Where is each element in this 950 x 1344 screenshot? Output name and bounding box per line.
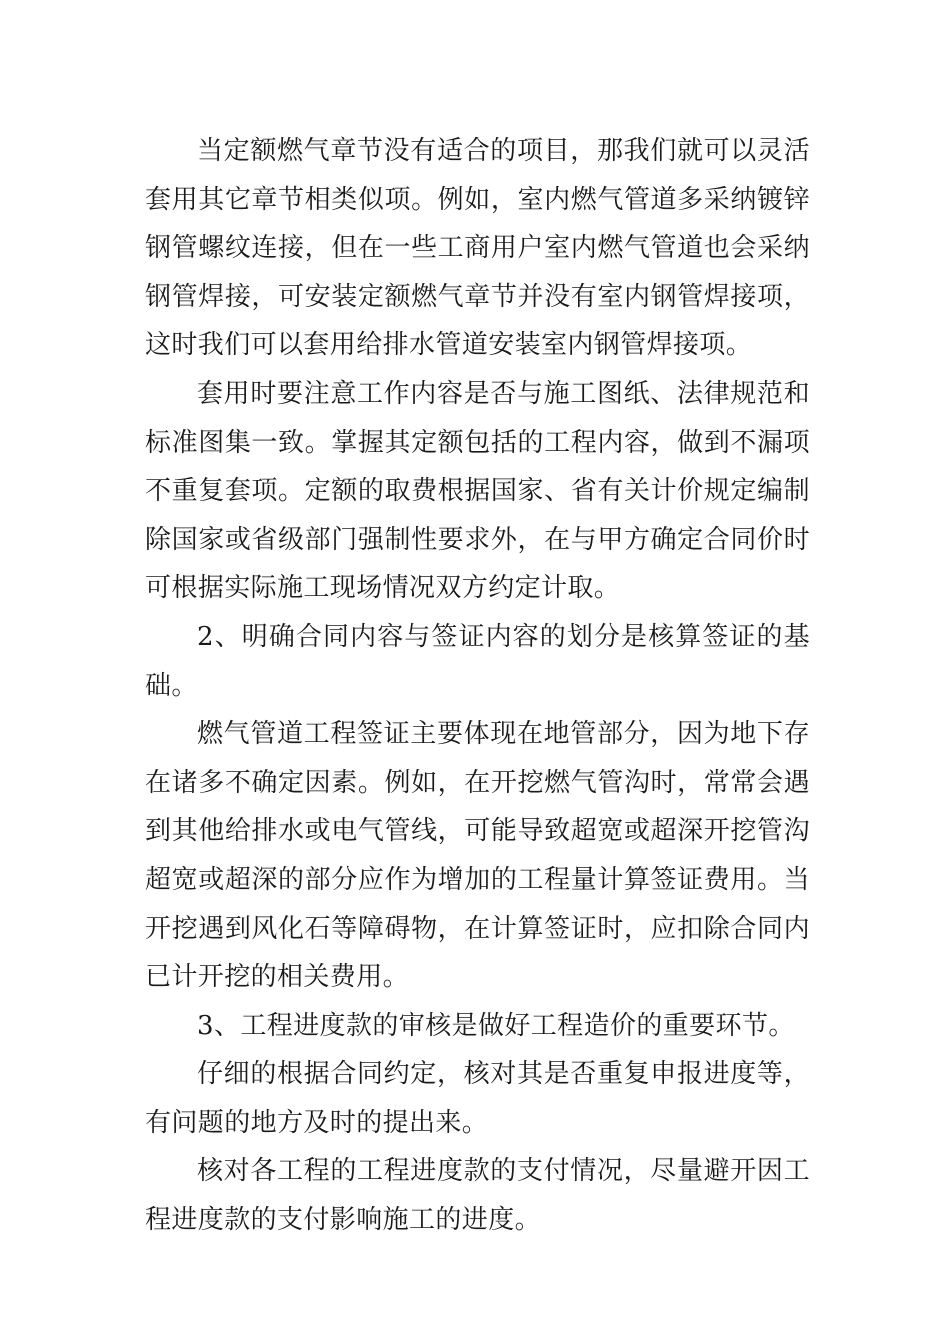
paragraph-quota-notes: 套用时要注意工作内容是否与施工图纸、法律规范和标准图集一致。掌握其定额包括的工程内容，做到不漏项不重复套项。定额的取费根据国家、省有关计价规定编制除国家或省级部门强制性要求外，在与甲方确定合同价时可根据实际施工现场情况双方约定计取。 — [145, 378, 810, 604]
heading-progress-payment-review: 3、工程进度款的审核是做好工程造价的重要环节。 — [197, 1010, 795, 1041]
paragraph-payment-check: 核对各工程的工程进度款的支付情况，尽量避开因工程进度款的支付影响施工的进度。 — [145, 1156, 810, 1236]
paragraph-progress-check: 仔细的根据合同约定，核对其是否重复申报进度等，有问题的地方及时的提出来。 — [145, 1059, 810, 1138]
paragraph-gas-pipeline-visa: 燃气管道工程签证主要体现在地管部分，因为地下存在诸多不确定因素。例如，在开挖燃气管沟时，常常会遇到其他给排水或电气管线，可能导致超宽或超深开挖管沟超宽或超深的部分应作为增加的工程量计算签证费用。当开挖遇到风化石等障碍物，在计算签证时，应扣除合同内已计开挖的相关费用。 — [145, 719, 810, 993]
document-body — [145, 127, 810, 1245]
paragraph-quota-substitution: 当定额燃气章节没有适合的项目，那我们就可以灵活套用其它章节相类似项。例如，室内燃气管道多采纳镀锌钢管螺纹连接，但在一些工商用户室内燃气管道也会采纳钢管焊接，可安装定额燃气章节并没有室内钢管焊接项，这时我们可以套用给排水管道安装室内钢管焊接项。 — [145, 136, 810, 361]
heading-contract-visa-division: 2、明确合同内容与签证内容的划分是核算签证的基础。 — [145, 621, 810, 701]
